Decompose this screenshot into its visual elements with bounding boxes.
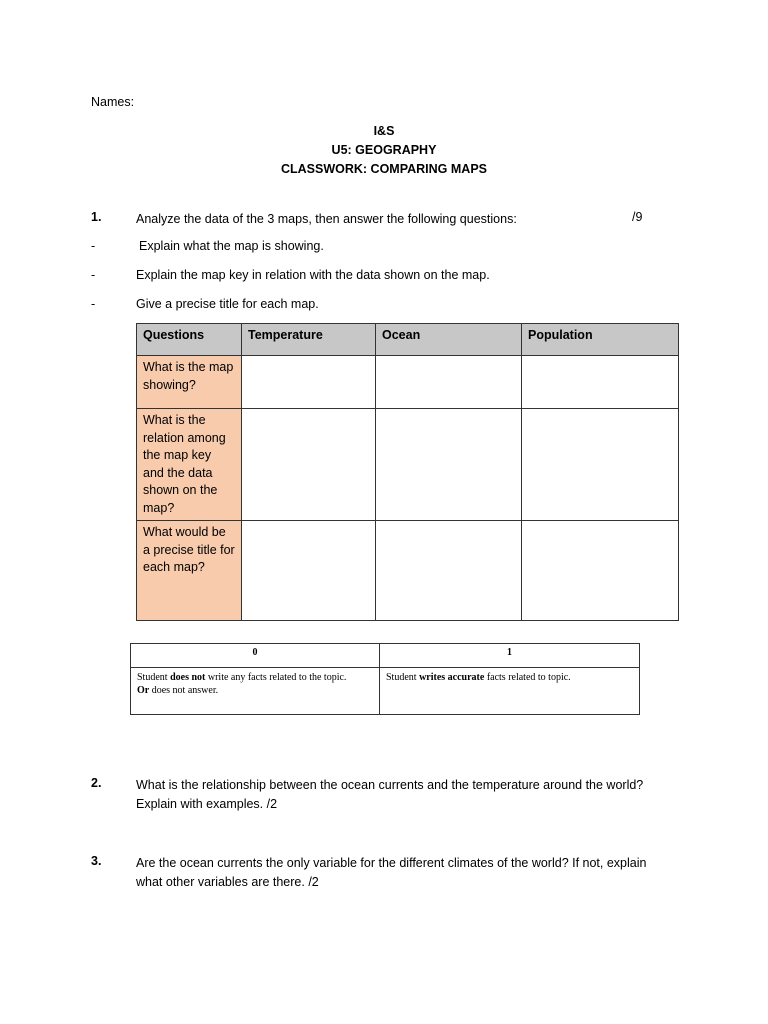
maps-comparison-table (136, 323, 679, 621)
question-cell: What would be a precise title for each map? (137, 521, 242, 621)
answer-cell-population[interactable] (522, 356, 679, 409)
question-3-text: Are the ocean currents the only variable for the different climates of the world? If not, explain what other variables are there. /2 (136, 856, 647, 889)
answer-cell-temperature[interactable] (242, 356, 376, 409)
unit-heading: U5: GEOGRAPHY (331, 143, 437, 157)
names-label: Names: (91, 95, 135, 109)
rubric-score-1: 1 (380, 644, 640, 668)
table-row (137, 521, 679, 621)
answer-cell-ocean[interactable] (376, 521, 522, 621)
rubric-criteria-0: Student does not write any facts related to the topic. Or does not answer. (131, 668, 380, 715)
header-questions: Questions (137, 324, 242, 356)
bullet-text-explain-map: Explain what the map is showing. (139, 239, 324, 253)
header-ocean: Ocean (376, 324, 522, 356)
table-row (137, 356, 679, 409)
question-3-number: 3. (91, 854, 102, 868)
rubric-criteria-1: Student writes accurate facts related to topic. (380, 668, 640, 715)
question-2-text: What is the relationship between the ocean currents and the temperature around the world? Explain with examples. /2 (136, 778, 644, 811)
rubric-header-row (131, 644, 640, 668)
bullet-text-map-key: Explain the map key in relation with the data shown on the map. (136, 268, 490, 282)
bullet-marker: - (91, 239, 96, 253)
bullet-marker: - (91, 268, 96, 282)
question-cell: What is the relation among the map key and the data shown on the map? (137, 409, 242, 521)
question-1-score: /9 (632, 210, 643, 224)
rubric-table (130, 643, 640, 715)
answer-cell-temperature[interactable] (242, 409, 376, 521)
question-2-number: 2. (91, 776, 102, 790)
table-row (137, 409, 679, 521)
question-cell: What is the map showing? (137, 356, 242, 409)
answer-cell-ocean[interactable] (376, 356, 522, 409)
subject-heading: I&S (373, 124, 395, 138)
question-1-number: 1. (91, 210, 102, 224)
answer-cell-ocean[interactable] (376, 409, 522, 521)
answer-cell-temperature[interactable] (242, 521, 376, 621)
bullet-text-title: Give a precise title for each map. (136, 297, 319, 311)
question-1-text: Analyze the data of the 3 maps, then answer the following questions: (136, 212, 517, 226)
answer-cell-population[interactable] (522, 521, 679, 621)
classwork-heading: CLASSWORK: COMPARING MAPS (280, 162, 487, 176)
header-population: Population (522, 324, 679, 356)
rubric-score-0: 0 (131, 644, 380, 668)
header-temperature: Temperature (242, 324, 376, 356)
bullet-marker: - (91, 297, 96, 311)
rubric-row (131, 668, 640, 715)
table-header-row (137, 324, 679, 356)
answer-cell-population[interactable] (522, 409, 679, 521)
